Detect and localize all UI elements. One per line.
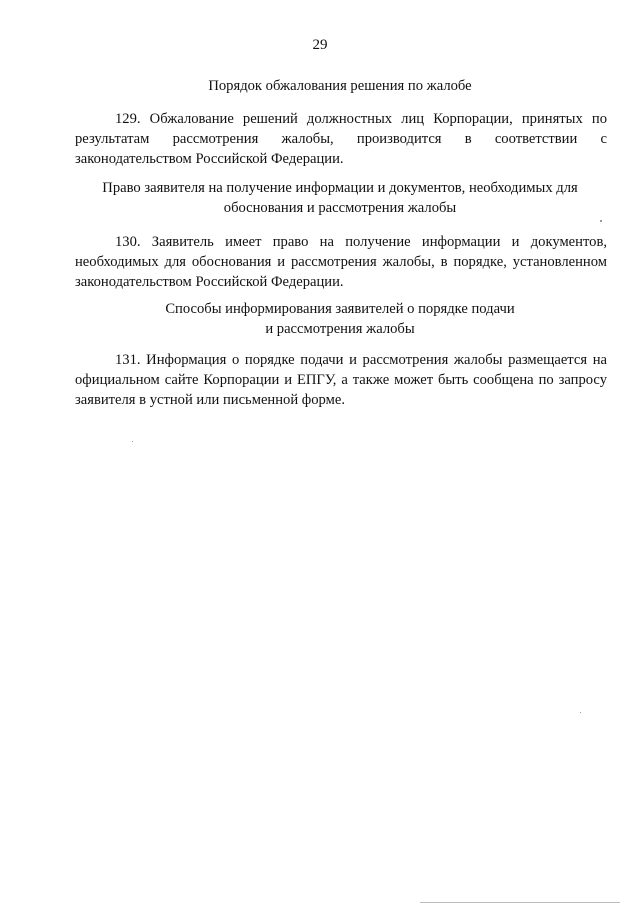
section-heading-line-1: Право заявителя на получение информации и документов, необходимых для [102,180,578,196]
section-heading-informing-methods [60,299,620,339]
section-heading-line-2: и рассмотрения жалобы [265,321,415,337]
paragraph-131 [75,350,607,410]
scan-speck [132,441,133,442]
scan-speck [580,712,581,713]
scan-speck [600,220,602,222]
scan-edge-line [420,902,620,903]
section-heading-appeal [60,76,620,96]
section-heading-right-to-information [60,178,620,218]
paragraph-text: 130. Заявитель имеет право на получение информации и документов, необходимых для обоснования и рассмотрения жалобы, в порядке, установленном законодательством Российской Федерации. [75,234,607,290]
section-heading-line-1: Способы информирования заявителей о порядке подачи [165,301,515,317]
paragraph-text: 131. Информация о порядке подачи и рассмотрения жалобы размещается на официальном сайте Корпорации и ЕПГУ, а также может быть сообщена по запросу заявителя в устной или письменной форме. [75,352,607,408]
page-number: 29 [312,37,328,53]
paragraph-129 [75,109,607,169]
section-heading-text: Порядок обжалования решения по жалобе [208,78,472,94]
paragraph-130 [75,232,607,292]
paragraph-text: 129. Обжалование решений должностных лиц Корпорации, принятых по результатам рассмотрения жалобы, производится в соответствии с законодательством Российской Федерации. [75,111,607,167]
section-heading-line-2: обоснования и рассмотрения жалобы [223,200,457,216]
